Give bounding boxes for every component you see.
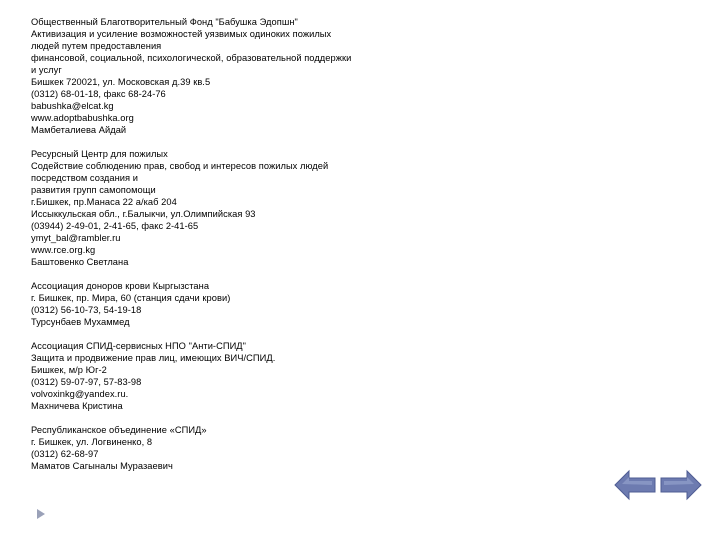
contact-line: г. Бишкек, пр. Мира, 60 (станция сдачи крови) <box>31 293 231 303</box>
contact-line: Маматов Сагынaлы Муразаевич <box>31 461 173 471</box>
contact-line: babushka@elcat.kg <box>31 101 114 111</box>
organization-name: Общественный Благотворительный Фонд "Бабушка Эдопшн" <box>31 17 298 27</box>
contact-block <box>31 148 411 268</box>
arrow-left-icon <box>612 467 658 503</box>
contact-line: Бишкек, м/р Юг-2 <box>31 365 107 375</box>
organization-name: Ресурсный Центр для пожилых <box>31 149 168 159</box>
contact-line: (03944) 2-49-01, 2-41-65, факс 2-41-65 <box>31 221 199 231</box>
contact-line: Активизация и усиление возможностей уязвимых одиноких пожилых <box>31 29 332 39</box>
contact-block <box>31 16 411 136</box>
contact-line: г. Бишкек, ул. Логвиненко, 8 <box>31 437 153 447</box>
organization-name: Ассоциация доноров крови Кыргызстана <box>31 281 210 291</box>
contact-line: Содействие соблюдению прав, свобод и интересов пожилых людей <box>31 161 329 171</box>
contact-block <box>31 340 411 412</box>
contact-line: ymyt_bal@rambler.ru <box>31 233 121 243</box>
contact-line: (0312) 59-07-97, 57-83-98 <box>31 377 142 387</box>
contact-block <box>31 280 411 328</box>
contact-line: г.Бишкек, пр.Манаса 22 а/каб 204 <box>31 197 177 207</box>
contact-line: людей путем предоставления <box>31 41 162 51</box>
contact-line: (0312) 62-68-97 <box>31 449 99 459</box>
contact-line: Иссыккульская обл., г.Балыкчи, ул.Олимпийская 93 <box>31 209 256 219</box>
contact-line: Бишкек 720021, ул. Московская д.39 кв.5 <box>31 77 211 87</box>
contact-block <box>31 424 411 472</box>
contact-line: финансовой, социальной, психологической, образовательной поддержки <box>31 53 352 63</box>
contact-line: www.rce.org.kg <box>31 245 96 255</box>
contact-line: и услуг <box>31 65 62 75</box>
contact-line: посредством создания и <box>31 173 139 183</box>
organization-name: Республиканское объединение «СПИД» <box>31 425 207 435</box>
triangle-bullet-icon <box>36 507 46 519</box>
contact-line: Мамбеталиева Айдай <box>31 125 127 135</box>
contact-line: (0312) 68-01-18, факс 68-24-76 <box>31 89 166 99</box>
contact-line: Махничева Кристина <box>31 401 123 411</box>
contact-line: развития групп самопомощи <box>31 185 156 195</box>
contact-line: www.adoptbabushka.org <box>31 113 134 123</box>
contact-line: Турсунбаев Мухаммед <box>31 317 130 327</box>
next-slide-button[interactable] <box>658 467 704 503</box>
arrow-right-icon <box>658 467 704 503</box>
previous-slide-button[interactable] <box>612 467 658 503</box>
slide-navigation <box>612 467 704 503</box>
contact-line: Баштовенко Светлана <box>31 257 129 267</box>
contact-line: (0312) 56-10-73, 54-19-18 <box>31 305 142 315</box>
organization-name: Ассоциация СПИД-сервисных НПО "Анти-СПИД" <box>31 341 247 351</box>
contact-line: Защита и продвижение прав лиц, имеющих ВИЧ/СПИД. <box>31 353 276 363</box>
contact-line: volvoxinkg@yandex.ru. <box>31 389 129 399</box>
slide-content <box>31 16 411 484</box>
